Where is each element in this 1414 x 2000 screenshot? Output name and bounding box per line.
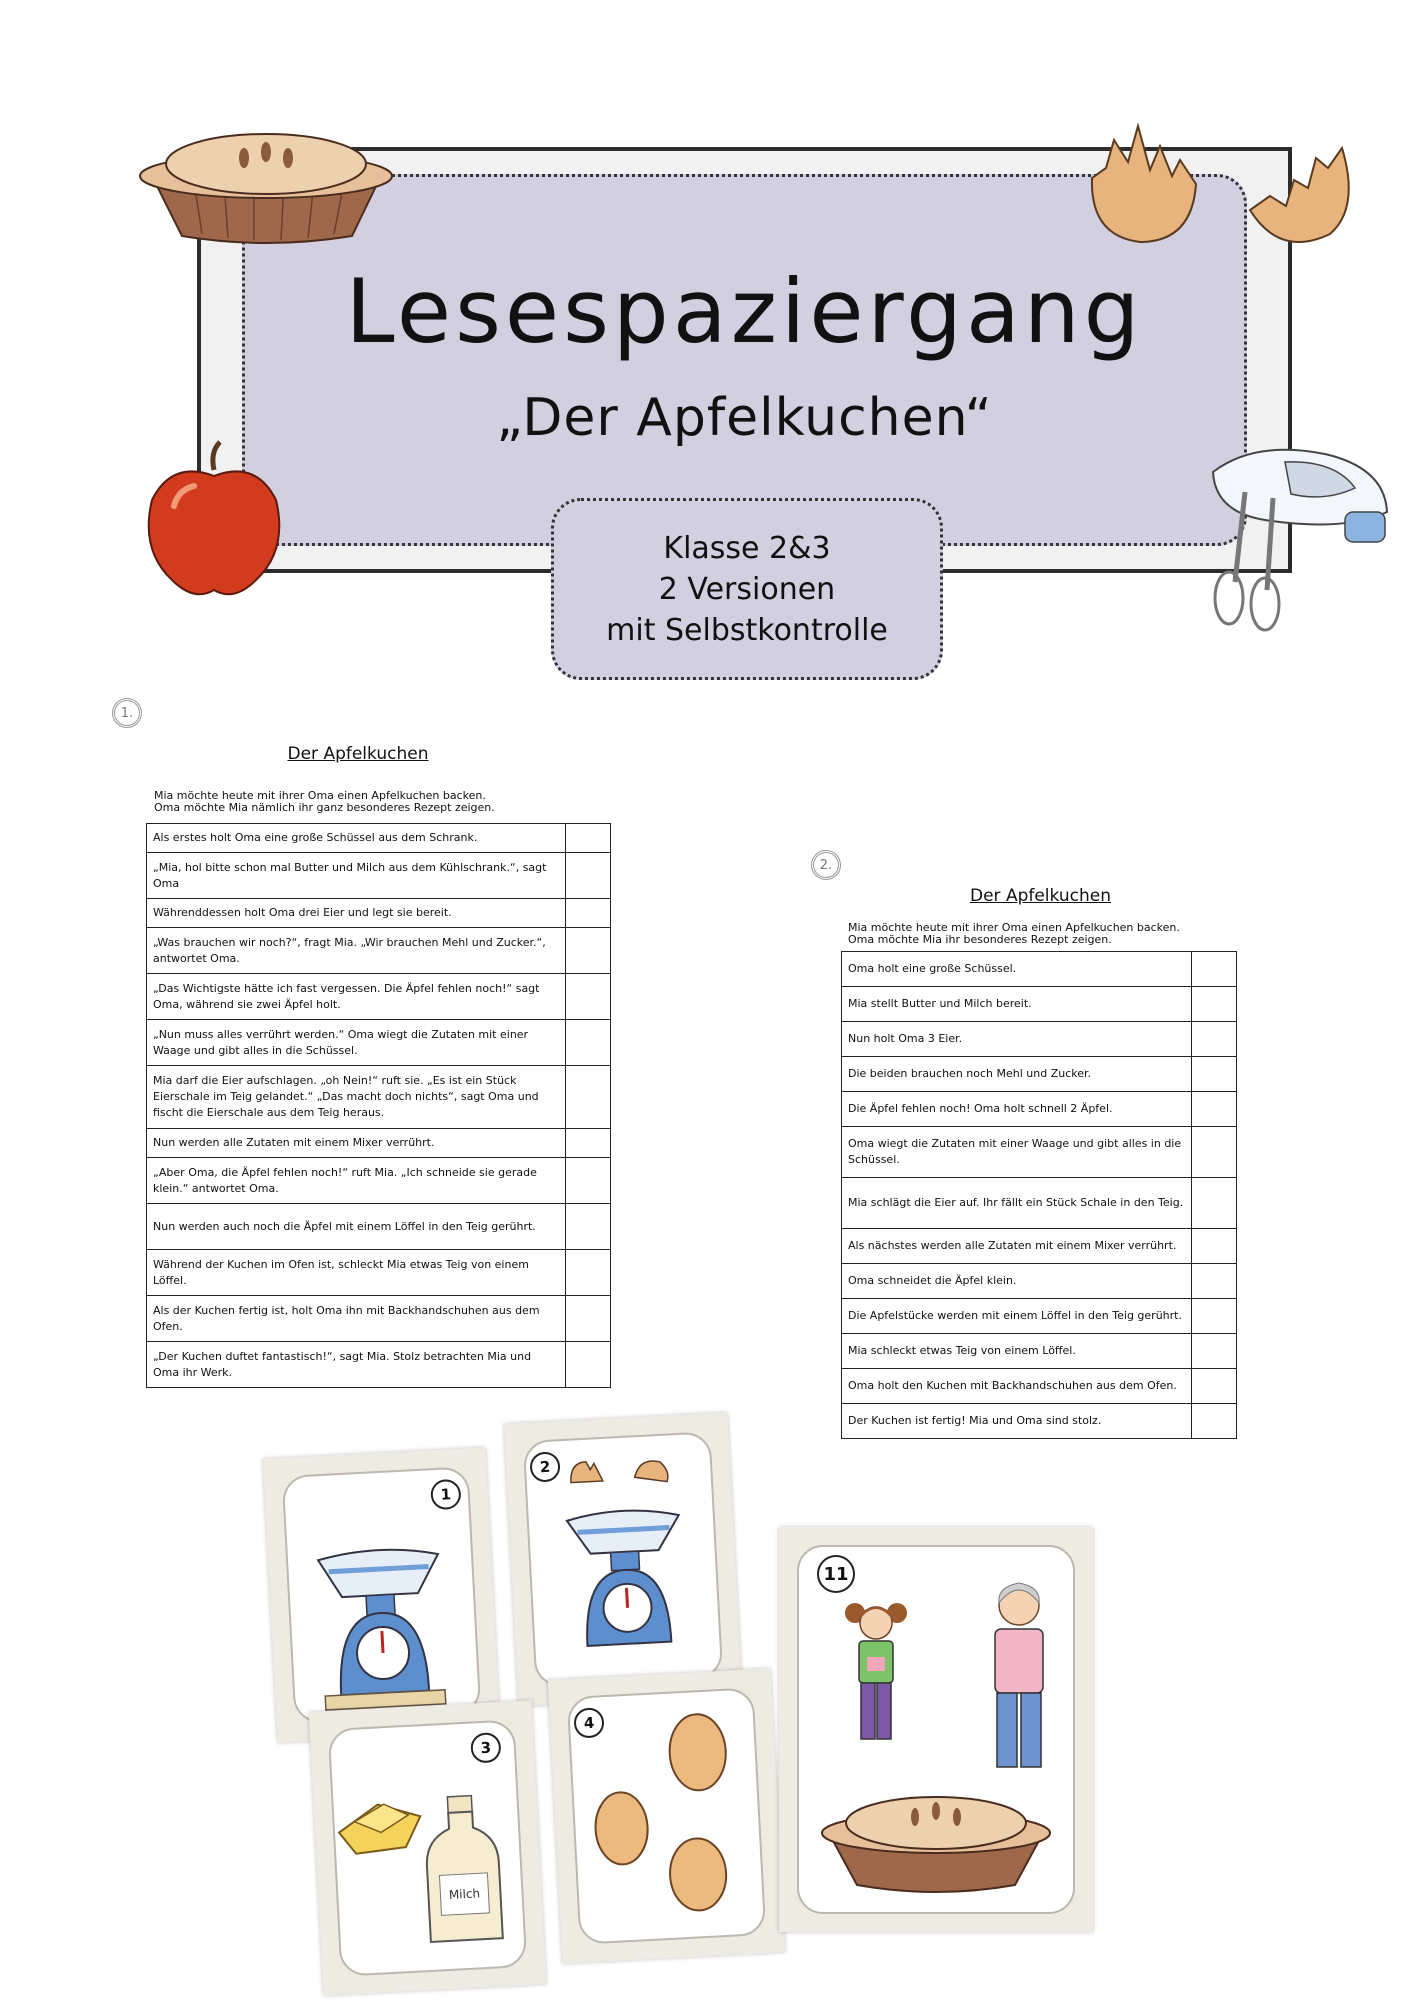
table-row	[842, 1369, 1237, 1404]
order-checkbox-cell[interactable]	[566, 899, 611, 928]
pie-icon	[124, 118, 409, 248]
table-row	[147, 1066, 611, 1129]
sentence-cell: „Der Kuchen duftet fantastisch!“, sagt Mia. Stolz betrachten Mia und Oma ihr Werk.	[147, 1342, 566, 1388]
milk-label: Milch	[448, 1886, 481, 1902]
picture-card-4	[548, 1668, 786, 1963]
eggshell-icon	[1080, 118, 1360, 253]
sentence-cell: Oma holt den Kuchen mit Backhandschuhen aus dem Ofen.	[842, 1369, 1192, 1404]
sheet2-intro	[848, 922, 1248, 946]
badge-line-versions: 2 Versionen	[658, 571, 836, 607]
table-row	[147, 1129, 611, 1158]
sentence-cell: Als der Kuchen fertig ist, holt Oma ihn mit Backhandschuhen aus dem Ofen.	[147, 1296, 566, 1342]
card-number: 3	[470, 1732, 502, 1764]
sheet1-table	[146, 823, 611, 1388]
table-row	[147, 853, 611, 899]
table-row	[147, 824, 611, 853]
sheet1-number: 1.	[112, 698, 142, 728]
order-checkbox-cell[interactable]	[566, 1158, 611, 1204]
table-row	[147, 1250, 611, 1296]
sentence-cell: Nun holt Oma 3 Eier.	[842, 1022, 1192, 1057]
order-checkbox-cell[interactable]	[1192, 1127, 1237, 1178]
table-row	[842, 952, 1237, 987]
sentence-cell: „Was brauchen wir noch?“, fragt Mia. „Wir brauchen Mehl und Zucker.“, antwortet Oma.	[147, 928, 566, 974]
sheet2-number: 2.	[811, 850, 841, 880]
table-row	[147, 1204, 611, 1250]
sheet1-title: Der Apfelkuchen	[287, 744, 429, 764]
sheet2-intro-line2: Oma möchte Mia ihr besonderes Rezept zeigen.	[848, 933, 1112, 946]
sentence-cell: Die beiden brauchen noch Mehl und Zucker.	[842, 1057, 1192, 1092]
order-checkbox-cell[interactable]	[566, 1066, 611, 1129]
egg-icon	[580, 1710, 761, 1939]
table-row	[842, 1127, 1237, 1178]
order-checkbox-cell[interactable]	[1192, 1057, 1237, 1092]
order-checkbox-cell[interactable]	[1192, 1299, 1237, 1334]
order-checkbox-cell[interactable]	[566, 1204, 611, 1250]
picture-card-2	[504, 1412, 743, 1706]
order-checkbox-cell[interactable]	[566, 1250, 611, 1296]
order-checkbox-cell[interactable]	[566, 1129, 611, 1158]
badge-line-grade: Klasse 2&3	[663, 530, 831, 566]
sheet2-table	[841, 951, 1237, 1439]
sentence-cell: Oma wiegt die Zutaten mit einer Waage und gibt alles in die Schüssel.	[842, 1127, 1192, 1178]
butter-icon	[333, 1788, 427, 1863]
sentence-cell: Oma holt eine große Schüssel.	[842, 952, 1192, 987]
table-row	[842, 1229, 1237, 1264]
sentence-cell: Oma schneidet die Äpfel klein.	[842, 1264, 1192, 1299]
sentence-cell: Mia stellt Butter und Milch bereit.	[842, 987, 1192, 1022]
scale-icon	[550, 1450, 700, 1657]
sentence-cell: Mia schleckt etwas Teig von einem Löffel.	[842, 1334, 1192, 1369]
sentence-cell: „Mia, hol bitte schon mal Butter und Milch aus dem Kühlschrank.“, sagt Oma	[147, 853, 566, 899]
table-row	[842, 1299, 1237, 1334]
sentence-cell: Die Apfelstücke werden mit einem Löffel in den Teig gerührt.	[842, 1299, 1192, 1334]
table-row	[147, 1342, 611, 1388]
sentence-cell: Als nächstes werden alle Zutaten mit einem Mixer verrührt.	[842, 1229, 1192, 1264]
card-number: 2	[529, 1451, 561, 1483]
table-row	[147, 928, 611, 974]
table-row	[842, 1404, 1237, 1439]
table-row	[147, 974, 611, 1020]
order-checkbox-cell[interactable]	[566, 1342, 611, 1388]
pie-icon	[815, 1785, 1057, 1895]
sentence-cell: Nun werden alle Zutaten mit einem Mixer verrührt.	[147, 1129, 566, 1158]
sentence-cell: Nun werden auch noch die Äpfel mit einem Löffel in den Teig gerührt.	[147, 1204, 566, 1250]
girl-icon	[841, 1597, 911, 1757]
table-row	[842, 1178, 1237, 1229]
sheet1-intro-line2: Oma möchte Mia nämlich ihr ganz besonderes Rezept zeigen.	[154, 801, 495, 814]
order-checkbox-cell[interactable]	[1192, 1022, 1237, 1057]
mixer-icon	[1195, 432, 1400, 632]
table-row	[147, 1020, 611, 1066]
order-checkbox-cell[interactable]	[1192, 1092, 1237, 1127]
card-number: 4	[573, 1707, 605, 1739]
apple-icon	[142, 440, 287, 605]
sheet2-title: Der Apfelkuchen	[970, 886, 1111, 906]
card-number: 11	[817, 1555, 855, 1593]
order-checkbox-cell[interactable]	[566, 853, 611, 899]
table-row	[147, 1158, 611, 1204]
picture-card-11	[779, 1527, 1093, 1932]
sentence-cell: Mia schlägt die Eier auf. Ihr fällt ein Stück Schale in den Teig.	[842, 1178, 1192, 1229]
sentence-cell: „Aber Oma, die Äpfel fehlen noch!“ ruft Mia. „Ich schneide sie gerade klein.“ antwortet Oma.	[147, 1158, 566, 1204]
sheet2-intro-line1: Mia möchte heute mit ihrer Oma einen Apfelkuchen backen.	[848, 921, 1180, 934]
page-title: Lesespaziergang	[345, 260, 1144, 363]
sentence-cell: „Nun muss alles verrührt werden.“ Oma wiegt die Zutaten mit einer Waage und gibt alles in die Schüssel.	[147, 1020, 566, 1066]
table-row	[842, 1334, 1237, 1369]
sentence-cell: Als erstes holt Oma eine große Schüssel aus dem Schrank.	[147, 824, 566, 853]
table-row	[147, 1296, 611, 1342]
table-row	[842, 1264, 1237, 1299]
table-row	[842, 1092, 1237, 1127]
sentence-cell: Der Kuchen ist fertig! Mia und Oma sind stolz.	[842, 1404, 1192, 1439]
scale-icon	[307, 1530, 456, 1717]
sentence-cell: Währenddessen holt Oma drei Eier und legt sie bereit.	[147, 899, 566, 928]
sheet1-intro	[154, 790, 614, 814]
table-row	[842, 987, 1237, 1022]
page-subtitle: „Der Apfelkuchen“	[496, 388, 993, 448]
sheet1-intro-line1: Mia möchte heute mit ihrer Oma einen Apfelkuchen backen.	[154, 789, 486, 802]
order-checkbox-cell[interactable]	[1192, 1334, 1237, 1369]
order-checkbox-cell[interactable]	[1192, 1229, 1237, 1264]
order-checkbox-cell[interactable]	[1192, 1404, 1237, 1439]
order-checkbox-cell[interactable]	[566, 928, 611, 974]
order-checkbox-cell[interactable]	[566, 824, 611, 853]
table-row	[842, 1022, 1237, 1057]
sentence-cell: Die Äpfel fehlen noch! Oma holt schnell 2 Äpfel.	[842, 1092, 1192, 1127]
picture-card-1	[263, 1447, 501, 1742]
grandma-icon	[979, 1577, 1059, 1777]
sentence-cell: Während der Kuchen im Ofen ist, schleckt Mia etwas Teig von einem Löffel.	[147, 1250, 566, 1296]
sentence-cell: „Das Wichtigste hätte ich fast vergessen. Die Äpfel fehlen noch!“ sagt Oma, während sie zwei Äpfel holt.	[147, 974, 566, 1020]
order-checkbox-cell[interactable]	[1192, 1178, 1237, 1229]
table-row	[842, 1057, 1237, 1092]
order-checkbox-cell[interactable]	[1192, 1264, 1237, 1299]
order-checkbox-cell[interactable]	[566, 974, 611, 1020]
milk-bottle-icon	[419, 1792, 507, 1946]
info-badge	[551, 498, 943, 680]
sentence-cell: Mia darf die Eier aufschlagen. „oh Nein!“ ruft sie. „Es ist ein Stück Eierschale im Teig gelandet.“ „Das macht doch nichts“, sagt Oma und fischt die Eierschale aus dem Teig heraus.	[147, 1066, 566, 1129]
order-checkbox-cell[interactable]	[566, 1020, 611, 1066]
order-checkbox-cell[interactable]	[1192, 987, 1237, 1022]
order-checkbox-cell[interactable]	[1192, 1369, 1237, 1404]
order-checkbox-cell[interactable]	[566, 1296, 611, 1342]
picture-card-3	[309, 1700, 547, 1995]
badge-line-selfcheck: mit Selbstkontrolle	[606, 612, 888, 648]
table-row	[147, 899, 611, 928]
card-number: 1	[430, 1479, 462, 1511]
order-checkbox-cell[interactable]	[1192, 952, 1237, 987]
